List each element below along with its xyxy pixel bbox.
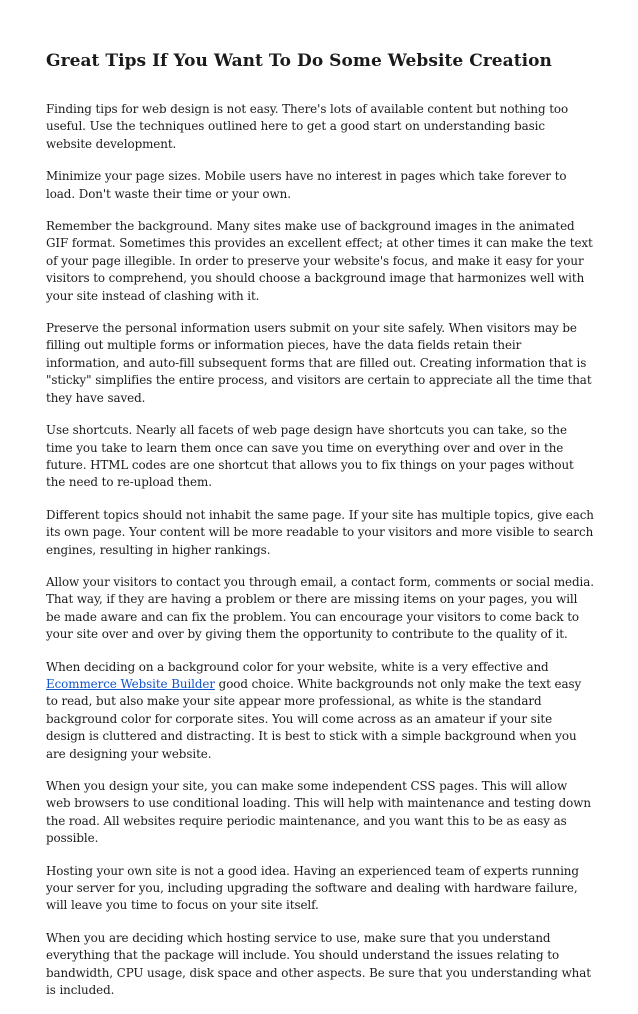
paragraph-personal-information: Preserve the personal information users submit on your site safely. When visitors may be filling out multiple forms or information pieces, have the data fields retain their information, and auto-fill subsequent forms that are filled out. Creating information that is "sticky" simplifies the entire process, and visitors are certain to appreciate all the time that they have saved. [46, 321, 592, 405]
document-page [46, 50, 594, 1014]
paragraph-intro: Finding tips for web design is not easy. There's lots of available content but nothing too useful. Use the techniques outlined here to get a good start on understanding basic website development. [46, 102, 569, 151]
document-title: Great Tips If You Want To Do Some Website Creation [46, 51, 552, 71]
paragraph-background-color [46, 659, 594, 763]
paragraph-text-before-link: When deciding on a background color for your website, white is a very effective and [46, 659, 549, 674]
paragraph-text-after-link: good choice. White backgrounds not only make the text easy to read, but also make your site appear more professional, as white is the standard background color for corporate sites. You will come across as an amateur if your site design is cluttered and distracting. It is best to stick with a simple background when you are designing your website. [46, 676, 582, 761]
paragraph-contact: Allow your visitors to contact you through email, a contact form, comments or social media. That way, if they are having a problem or there are missing items on your pages, you will be made aware and can fix the problem. You can encourage your visitors to come back to your site over and over by giving them the opportunity to contribute to the quality of it. [46, 574, 594, 642]
ecommerce-website-builder-link[interactable]: Ecommerce Website Builder [46, 676, 215, 691]
paragraph-shortcuts: Use shortcuts. Nearly all facets of web page design have shortcuts you can take, so the time you take to learn them once can save you time on everything over and over in the future. HTML codes are one shortcut that allows you to fix things on your pages without the need to re-upload them. [46, 423, 574, 490]
paragraph-css-pages: When you design your site, you can make some independent CSS pages. This will allow web browsers to use conditional loading. This will help with maintenance and testing down the road. All websites require periodic maintenance, and you want this to be as easy as possible. [46, 779, 591, 846]
paragraph-page-sizes: Minimize your page sizes. Mobile users have no interest in pages which take forever to load. Don't waste their time or your own. [46, 169, 567, 201]
paragraph-hosting: Hosting your own site is not a good idea. Having an experienced team of experts running your server for you, including upgrading the software and dealing with hardware failure, will leave you time to focus on your site itself. [46, 863, 579, 913]
paragraph-background: Remember the background. Many sites make use of background images in the animated GIF format. Sometimes this provides an excellent effect; at other times it can make the text of your page illegible. In order to preserve your website's focus, and make it easy for your visitors to comprehend, you should choose a background image that harmonizes well with your site instead of clashing with it. [46, 219, 593, 303]
paragraph-hosting-service: When you are deciding which hosting service to use, make sure that you understand everything that the package will include. You should understand the issues relating to bandwidth, CPU usage, disk space and other aspects. Be sure that you understanding what is included. [46, 930, 591, 998]
paragraph-topics: Different topics should not inhabit the same page. If your site has multiple topics, give each its own page. Your content will be more readable to your visitors and more visible to search engines, resulting in higher rankings. [46, 507, 594, 557]
